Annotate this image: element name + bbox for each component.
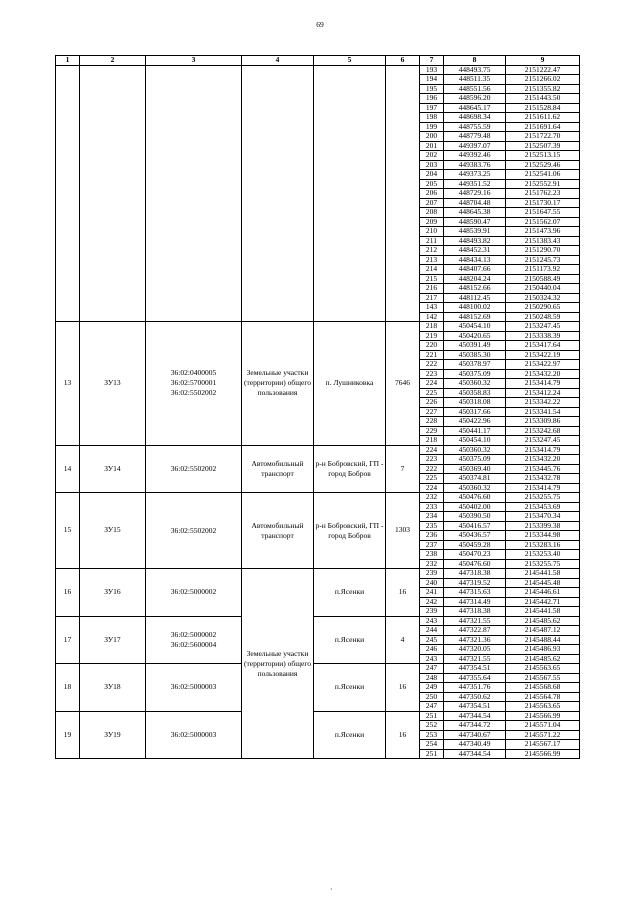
coord-x: 450391.49 — [444, 341, 506, 351]
point-number: 232 — [420, 493, 444, 503]
coord-x: 450360.32 — [444, 379, 506, 389]
coord-y: 2145564.78 — [506, 692, 580, 702]
coord-x: 448590.47 — [444, 217, 506, 227]
coord-y: 2153412.24 — [506, 388, 580, 398]
coord-y: 2153453.69 — [506, 502, 580, 512]
point-number: 223 — [420, 455, 444, 465]
point-number: 214 — [420, 265, 444, 275]
coord-y: 2153247.45 — [506, 436, 580, 446]
coord-x: 447315.63 — [444, 588, 506, 598]
point-number: 247 — [420, 702, 444, 712]
coord-x: 448493.82 — [444, 236, 506, 246]
point-number: 225 — [420, 474, 444, 484]
plot-number: 17 — [56, 616, 80, 664]
coord-x: 450459.28 — [444, 540, 506, 550]
point-number: 218 — [420, 436, 444, 446]
header-row — [56, 56, 580, 66]
table-row — [56, 322, 580, 332]
col-header: 3 — [146, 56, 242, 66]
coord-y: 2145566.99 — [506, 749, 580, 759]
plot-area: 4 — [386, 616, 420, 664]
point-number: 241 — [420, 588, 444, 598]
coord-x: 447320.05 — [444, 645, 506, 655]
table-row — [56, 493, 580, 503]
plot-area: 16 — [386, 569, 420, 617]
coord-x: 450416.57 — [444, 521, 506, 531]
coord-y: 2151528.84 — [506, 103, 580, 113]
coord-x: 448539.91 — [444, 227, 506, 237]
land-category: Земельные участки (территории) общего пользования — [242, 569, 314, 759]
cadastral-quarters: 36:02:5502002 — [146, 493, 242, 569]
coord-y: 2145568.68 — [506, 683, 580, 693]
plot-location: п.Ясенки — [314, 616, 386, 664]
coord-y: 2151443.50 — [506, 94, 580, 104]
coord-y: 2145486.93 — [506, 645, 580, 655]
point-number: 220 — [420, 341, 444, 351]
coord-y: 2150440.04 — [506, 284, 580, 294]
coord-y: 2153255.75 — [506, 493, 580, 503]
coord-y: 2153422.97 — [506, 360, 580, 370]
coord-x: 448152.69 — [444, 312, 506, 322]
coord-y: 2153432.20 — [506, 455, 580, 465]
coord-x: 450470.23 — [444, 550, 506, 560]
table-row — [56, 664, 580, 674]
coord-x: 450402.00 — [444, 502, 506, 512]
coord-x: 448704.48 — [444, 198, 506, 208]
coord-y: 2152552.91 — [506, 179, 580, 189]
coord-y: 2153445.76 — [506, 464, 580, 474]
point-number: 238 — [420, 550, 444, 560]
col-header: 8 — [444, 56, 506, 66]
coord-x: 448729.16 — [444, 189, 506, 199]
point-number: 205 — [420, 179, 444, 189]
coord-y: 2145445.48 — [506, 578, 580, 588]
plot-location — [314, 65, 386, 322]
coord-y: 2151730.17 — [506, 198, 580, 208]
point-number: 254 — [420, 740, 444, 750]
coord-x: 447314.49 — [444, 597, 506, 607]
coord-y: 2145566.99 — [506, 711, 580, 721]
plot-number: 13 — [56, 322, 80, 446]
coord-x: 448511.35 — [444, 75, 506, 85]
col-header: 2 — [80, 56, 146, 66]
point-number: 142 — [420, 312, 444, 322]
cadastral-quarters: 36:02:5000002 — [146, 569, 242, 617]
coord-x: 450476.60 — [444, 493, 506, 503]
plot-code: ЗУ16 — [80, 569, 146, 617]
coord-y: 2153422.19 — [506, 350, 580, 360]
coord-x: 450436.57 — [444, 531, 506, 541]
point-number: 225 — [420, 388, 444, 398]
point-number: 143 — [420, 303, 444, 313]
plot-location: п.Ясенки — [314, 711, 386, 759]
coord-y: 2150248.59 — [506, 312, 580, 322]
point-number: 213 — [420, 255, 444, 265]
coord-x: 450441.17 — [444, 426, 506, 436]
plot-code: ЗУ19 — [80, 711, 146, 759]
col-header: 6 — [386, 56, 420, 66]
coord-x: 448152.66 — [444, 284, 506, 294]
point-number: 246 — [420, 645, 444, 655]
coord-y: 2153417.64 — [506, 341, 580, 351]
coord-x: 447355.64 — [444, 673, 506, 683]
point-number: 247 — [420, 664, 444, 674]
coord-x: 447319.52 — [444, 578, 506, 588]
point-number: 195 — [420, 84, 444, 94]
coord-x: 448698.34 — [444, 113, 506, 123]
plot-code — [80, 65, 146, 322]
coord-x: 448434.13 — [444, 255, 506, 265]
coord-x: 447322.87 — [444, 626, 506, 636]
cadastral-quarters: 36:02:5000003 — [146, 664, 242, 712]
coord-y: 2145563.65 — [506, 664, 580, 674]
coord-x: 450360.32 — [444, 483, 506, 493]
coord-x: 447318.38 — [444, 607, 506, 617]
land-category — [242, 65, 314, 322]
coord-x: 450385.30 — [444, 350, 506, 360]
coord-x: 447350.62 — [444, 692, 506, 702]
coord-y: 2145442.71 — [506, 597, 580, 607]
point-number: 226 — [420, 398, 444, 408]
coord-x: 447321.55 — [444, 654, 506, 664]
coord-x: 447354.51 — [444, 664, 506, 674]
col-header: 9 — [506, 56, 580, 66]
plot-number: 18 — [56, 664, 80, 712]
coord-x: 450378.97 — [444, 360, 506, 370]
plot-location: р-н Бобровский, ГП - город Бобров — [314, 493, 386, 569]
table-row — [56, 711, 580, 721]
coord-x: 450476.60 — [444, 559, 506, 569]
coord-x: 448645.17 — [444, 103, 506, 113]
land-category: Автомобильный транспорт — [242, 445, 314, 493]
coord-x: 448596.20 — [444, 94, 506, 104]
coord-x: 449392.46 — [444, 151, 506, 161]
coord-y: 2153470.34 — [506, 512, 580, 522]
point-number: 202 — [420, 151, 444, 161]
cadastral-quarters: 36:02:5000002 36:02:5600004 — [146, 616, 242, 664]
plot-area: 7646 — [386, 322, 420, 446]
coord-x: 448204.24 — [444, 274, 506, 284]
coord-x: 449383.76 — [444, 160, 506, 170]
coord-y: 2145567.17 — [506, 740, 580, 750]
plot-area: 16 — [386, 711, 420, 759]
coord-x: 447344.72 — [444, 721, 506, 731]
plot-area: 16 — [386, 664, 420, 712]
point-number: 229 — [420, 426, 444, 436]
coord-y: 2153283.16 — [506, 540, 580, 550]
coord-y: 2151290.70 — [506, 246, 580, 256]
col-header: 5 — [314, 56, 386, 66]
point-number: 244 — [420, 626, 444, 636]
coord-x: 448645.38 — [444, 208, 506, 218]
point-number: 201 — [420, 141, 444, 151]
coord-x: 449351.52 — [444, 179, 506, 189]
point-number: 218 — [420, 322, 444, 332]
coord-y: 2151762.23 — [506, 189, 580, 199]
point-number: 245 — [420, 635, 444, 645]
plot-area: 1303 — [386, 493, 420, 569]
point-number: 217 — [420, 293, 444, 303]
point-number: 215 — [420, 274, 444, 284]
coord-y: 2153253.40 — [506, 550, 580, 560]
point-number: 240 — [420, 578, 444, 588]
point-number: 236 — [420, 531, 444, 541]
point-number: 248 — [420, 673, 444, 683]
point-number: 211 — [420, 236, 444, 246]
coord-y: 2151245.73 — [506, 255, 580, 265]
coord-y: 2151222.47 — [506, 65, 580, 75]
coord-y: 2151691.64 — [506, 122, 580, 132]
point-number: 243 — [420, 616, 444, 626]
point-number: 196 — [420, 94, 444, 104]
point-number: 210 — [420, 227, 444, 237]
point-number: 223 — [420, 369, 444, 379]
land-category: Автомобильный транспорт — [242, 493, 314, 569]
point-number: 227 — [420, 407, 444, 417]
plot-code: ЗУ17 — [80, 616, 146, 664]
coord-y: 2152507.39 — [506, 141, 580, 151]
coord-y: 2145446.61 — [506, 588, 580, 598]
point-number: 232 — [420, 559, 444, 569]
coord-y: 2151611.62 — [506, 113, 580, 123]
coord-x: 447340.49 — [444, 740, 506, 750]
coord-y: 2153432.20 — [506, 369, 580, 379]
point-number: 216 — [420, 284, 444, 294]
coord-x: 449373.25 — [444, 170, 506, 180]
point-number: 208 — [420, 208, 444, 218]
point-number: 242 — [420, 597, 444, 607]
cadastral-quarters: 36:02:5502002 — [146, 445, 242, 493]
coord-x: 450420.65 — [444, 331, 506, 341]
coord-y: 2145488.44 — [506, 635, 580, 645]
col-header: 7 — [420, 56, 444, 66]
coord-x: 447321.55 — [444, 616, 506, 626]
plot-location: п.Ясенки — [314, 664, 386, 712]
coord-y: 2150290.65 — [506, 303, 580, 313]
cadastral-quarters — [146, 65, 242, 322]
coord-x: 447351.76 — [444, 683, 506, 693]
plot-code: ЗУ14 — [80, 445, 146, 493]
coord-y: 2145441.58 — [506, 569, 580, 579]
point-number: 228 — [420, 417, 444, 427]
coord-x: 450422.96 — [444, 417, 506, 427]
plot-number: 14 — [56, 445, 80, 493]
coord-y: 2153414.79 — [506, 483, 580, 493]
coord-y: 2145571.04 — [506, 721, 580, 731]
plot-number: 16 — [56, 569, 80, 617]
coord-y: 2152513.15 — [506, 151, 580, 161]
coord-y: 2153247.45 — [506, 322, 580, 332]
coord-y: 2151383.43 — [506, 236, 580, 246]
coord-y: 2151562.07 — [506, 217, 580, 227]
point-number: 200 — [420, 132, 444, 142]
land-category: Земельные участки (территории) общего пользования — [242, 322, 314, 446]
coord-x: 450374.81 — [444, 474, 506, 484]
plot-location: п.Ясенки — [314, 569, 386, 617]
point-number: 235 — [420, 521, 444, 531]
coord-x: 450454.10 — [444, 322, 506, 332]
coord-x: 448112.45 — [444, 293, 506, 303]
coord-x: 448100.02 — [444, 303, 506, 313]
point-number: 212 — [420, 246, 444, 256]
plot-code: ЗУ15 — [80, 493, 146, 569]
coord-x: 447340.67 — [444, 730, 506, 740]
coord-x: 447354.51 — [444, 702, 506, 712]
point-number: 199 — [420, 122, 444, 132]
col-header: 1 — [56, 56, 80, 66]
coord-x: 450318.08 — [444, 398, 506, 408]
point-number: 250 — [420, 692, 444, 702]
point-number: 239 — [420, 607, 444, 617]
coord-y: 2145485.62 — [506, 616, 580, 626]
point-number: 204 — [420, 170, 444, 180]
point-number: 219 — [420, 331, 444, 341]
coord-x: 447344.54 — [444, 711, 506, 721]
plot-location: р-н Бобровский, ГП - город Бобров — [314, 445, 386, 493]
coord-y: 2153342.22 — [506, 398, 580, 408]
coord-y: 2151266.02 — [506, 75, 580, 85]
coord-y: 2153341.54 — [506, 407, 580, 417]
coord-y: 2151722.70 — [506, 132, 580, 142]
plot-number: 15 — [56, 493, 80, 569]
point-number: 234 — [420, 512, 444, 522]
point-number: 252 — [420, 721, 444, 731]
coord-y: 2153414.79 — [506, 445, 580, 455]
point-number: 233 — [420, 502, 444, 512]
point-number: 206 — [420, 189, 444, 199]
point-number: 251 — [420, 711, 444, 721]
point-number: 222 — [420, 360, 444, 370]
coord-y: 2153338.39 — [506, 331, 580, 341]
coord-x: 450360.32 — [444, 445, 506, 455]
coord-y: 2153255.75 — [506, 559, 580, 569]
point-number: 251 — [420, 749, 444, 759]
plot-number: 19 — [56, 711, 80, 759]
plot-code: ЗУ13 — [80, 322, 146, 446]
point-number: 193 — [420, 65, 444, 75]
coord-x: 450390.50 — [444, 512, 506, 522]
plot-code: ЗУ18 — [80, 664, 146, 712]
point-number: 253 — [420, 730, 444, 740]
coordinates-table — [55, 55, 580, 759]
table-row — [56, 445, 580, 455]
point-number: 197 — [420, 103, 444, 113]
point-number: 224 — [420, 445, 444, 455]
table-row — [56, 65, 580, 75]
coord-y: 2153242.68 — [506, 426, 580, 436]
point-number: 243 — [420, 654, 444, 664]
coord-x: 447321.36 — [444, 635, 506, 645]
plot-number — [56, 65, 80, 322]
coord-y: 2151173.92 — [506, 265, 580, 275]
point-number: 194 — [420, 75, 444, 85]
coord-y: 2152541.06 — [506, 170, 580, 180]
coord-y: 2153414.79 — [506, 379, 580, 389]
coord-x: 450454.10 — [444, 436, 506, 446]
point-number: 222 — [420, 464, 444, 474]
coord-x: 450375.09 — [444, 455, 506, 465]
plot-area: 7 — [386, 445, 420, 493]
point-number: 203 — [420, 160, 444, 170]
coord-x: 448551.56 — [444, 84, 506, 94]
coord-y: 2145571.22 — [506, 730, 580, 740]
coord-y: 2145487.12 — [506, 626, 580, 636]
coord-y: 2153309.86 — [506, 417, 580, 427]
point-number: 224 — [420, 379, 444, 389]
point-number: 221 — [420, 350, 444, 360]
point-number: 209 — [420, 217, 444, 227]
coord-y: 2145567.55 — [506, 673, 580, 683]
point-number: 198 — [420, 113, 444, 123]
point-number: 237 — [420, 540, 444, 550]
page-number: 69 — [316, 20, 324, 29]
coord-y: 2145563.65 — [506, 702, 580, 712]
cadastral-quarters: 36:02:0400005 36:02:5700001 36:02:5502002 — [146, 322, 242, 446]
coord-y: 2151355.82 — [506, 84, 580, 94]
coord-x: 450317.66 — [444, 407, 506, 417]
coord-y: 2151473.96 — [506, 227, 580, 237]
coord-x: 449397.07 — [444, 141, 506, 151]
coord-y: 2151647.55 — [506, 208, 580, 218]
table-row — [56, 616, 580, 626]
point-number: 249 — [420, 683, 444, 693]
coord-y: 2153399.38 — [506, 521, 580, 531]
coord-x: 448755.59 — [444, 122, 506, 132]
coord-x: 448779.48 — [444, 132, 506, 142]
table-row — [56, 569, 580, 579]
coord-y: 2145485.62 — [506, 654, 580, 664]
coord-y: 2150588.49 — [506, 274, 580, 284]
point-number: 224 — [420, 483, 444, 493]
cadastral-quarters: 36:02:5000003 — [146, 711, 242, 759]
footer-mark: · — [330, 885, 333, 894]
coord-y: 2152529.46 — [506, 160, 580, 170]
coord-x: 450369.40 — [444, 464, 506, 474]
coord-x: 450375.09 — [444, 369, 506, 379]
point-number: 207 — [420, 198, 444, 208]
coord-x: 448407.66 — [444, 265, 506, 275]
plot-location: п. Лушниковка — [314, 322, 386, 446]
col-header: 4 — [242, 56, 314, 66]
coord-x: 447318.38 — [444, 569, 506, 579]
coord-y: 2145441.58 — [506, 607, 580, 617]
coord-x: 447344.54 — [444, 749, 506, 759]
coord-y: 2150324.32 — [506, 293, 580, 303]
coord-x: 448493.75 — [444, 65, 506, 75]
coord-y: 2153344.98 — [506, 531, 580, 541]
coord-x: 450358.83 — [444, 388, 506, 398]
plot-area — [386, 65, 420, 322]
coord-y: 2153432.78 — [506, 474, 580, 484]
point-number: 239 — [420, 569, 444, 579]
coord-x: 448452.31 — [444, 246, 506, 256]
